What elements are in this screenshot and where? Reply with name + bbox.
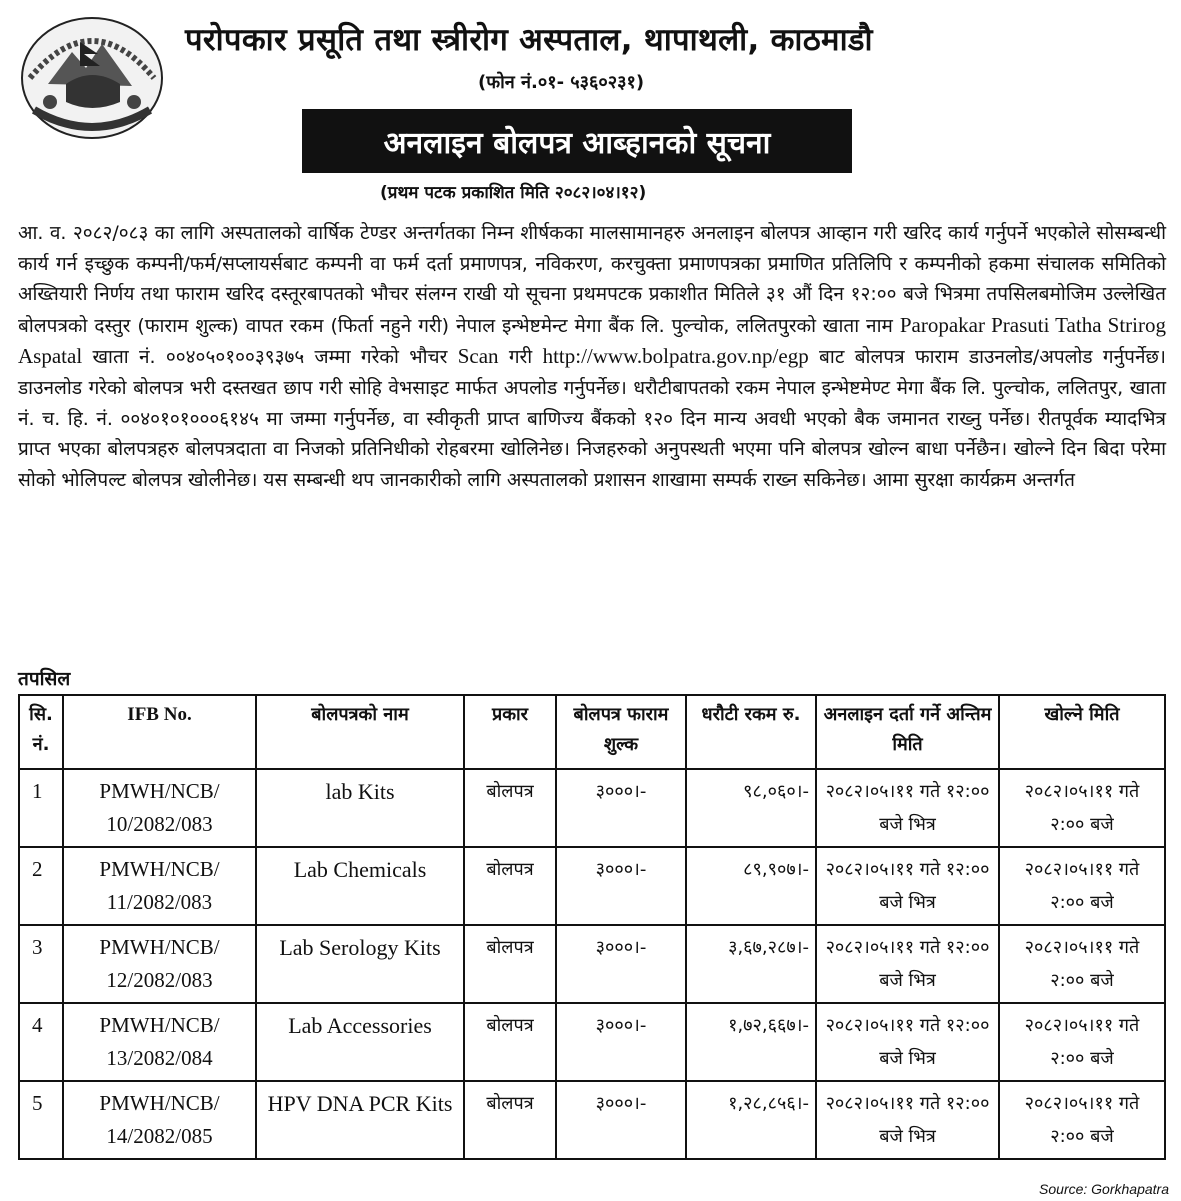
cell-ifb: PMWH/NCB/ 14/2082/085 <box>63 1081 256 1159</box>
cell-fee: ३०००।- <box>556 1081 686 1159</box>
notice-header <box>0 0 1181 203</box>
phone-number: (फोन नं.०१- ५३६०२३१) <box>478 72 645 93</box>
table-row <box>19 1081 1165 1159</box>
body-paragraph-2: खाता नं. ००४०५०१००३९३७५ जम्मा गरेको भौचर <box>92 346 448 369</box>
cell-sn: 4 <box>19 1003 63 1081</box>
cell-opening: २०८२।०५।११ गते २:०० बजे <box>999 847 1165 925</box>
notice-title: अनलाइन बोलपत्र आब्हानको सूचना <box>383 125 771 161</box>
cell-type: बोलपत्र <box>464 769 556 847</box>
schedule-label: तपसिल <box>18 668 71 690</box>
tender-table <box>18 694 1166 1160</box>
cell-deadline: २०८२।०५।११ गते १२:०० बजे भित्र <box>816 769 999 847</box>
body-paragraph-4: बाट बोलपत्र फाराम डाउनलोड/अपलोड गर्नुपर्नेछ। डाउनलोड गरेको बोलपत्र भरी दस्तखत छाप गरी सोहि वेभसाइट मार्फत अपलोड गर्नुपर्नेछ। धरौटीबापतको रकम नेपाल इन्भेष्टमेण्ट मेगा बैंक लि. पुल्चोक, ललितपुर, खाता नं. च. हि. नं. ००४०१०१०००६१४५ मा जम्मा गर्नुपर्नेछ, वा स्वीकृती प्राप्त बाणिज्य बैंकको १२० दिन मान्य अवधी भएको बैक जमानत राख्नु पर्नेछ। रीतपूर्वक म्यादभित्र प्राप्त भएका बोलपत्रहरु बोलपत्रदाता वा निजको प्रतिनिधीको रोहबरमा खोलिनेछ। निजहरुको अनुपस्थती भएमा पनि बोलपत्र खोल्न बाधा पर्नेछैन। खोल्ने दिन बिदा परेमा सोको भोलिपल्ट बोलपत्र खोलीनेछ। यस सम्बन्धी थप जानकारीको लागि अस्पतालको प्रशासन शाखामा सम्पर्क राख्न सकिनेछ। आमा सुरक्षा कार्यक्रम अन्तर्गत <box>18 346 1167 491</box>
cell-deposit: ३,६७,२८७।- <box>686 925 816 1003</box>
cell-name: Lab Serology Kits <box>256 925 464 1003</box>
cell-deadline: २०८२।०५।११ गते १२:०० बजे भित्र <box>816 1081 999 1159</box>
cell-opening: २०८२।०५।११ गते २:०० बजे <box>999 1081 1165 1159</box>
cell-type: बोलपत्र <box>464 1003 556 1081</box>
nepal-government-emblem <box>20 14 165 142</box>
table-row <box>19 1003 1165 1081</box>
cell-deposit: ८९,९०७।- <box>686 847 816 925</box>
cell-name: Lab Chemicals <box>256 847 464 925</box>
cell-fee: ३०००।- <box>556 769 686 847</box>
account-name: Paropakar Prasuti Tatha Strirog Aspatal <box>18 312 1166 369</box>
header-opening: खोल्ने मिति <box>999 695 1165 769</box>
cell-deposit: १,७२,६६७।- <box>686 1003 816 1081</box>
cell-ifb: PMWH/NCB/ 11/2082/083 <box>63 847 256 925</box>
header-name: बोलपत्रको नाम <box>256 695 464 769</box>
cell-opening: २०८२।०५।११ गते २:०० बजे <box>999 769 1165 847</box>
notice-body <box>18 218 1166 495</box>
table-row <box>19 847 1165 925</box>
cell-type: बोलपत्र <box>464 925 556 1003</box>
egp-url[interactable]: http://www.bolpatra.gov.np/egp <box>542 344 809 369</box>
publish-date: (प्रथम पटक प्रकाशित मिति २०८२।०४।१२) <box>380 183 647 203</box>
header-sn: सि. नं. <box>19 695 63 769</box>
table-row <box>19 769 1165 847</box>
cell-fee: ३०००।- <box>556 925 686 1003</box>
cell-opening: २०८२।०५।११ गते २:०० बजे <box>999 1003 1165 1081</box>
cell-type: बोलपत्र <box>464 1081 556 1159</box>
cell-deadline: २०८२।०५।११ गते १२:०० बजे भित्र <box>816 925 999 1003</box>
cell-deposit: १,२८,८५६।- <box>686 1081 816 1159</box>
cell-sn: 5 <box>19 1081 63 1159</box>
cell-name: lab Kits <box>256 769 464 847</box>
table-row <box>19 925 1165 1003</box>
cell-deadline: २०८२।०५।११ गते १२:०० बजे भित्र <box>816 847 999 925</box>
body-paragraph-3: गरी <box>508 346 533 369</box>
cell-sn: 1 <box>19 769 63 847</box>
cell-ifb: PMWH/NCB/ 12/2082/083 <box>63 925 256 1003</box>
scan-word: Scan <box>457 344 499 369</box>
body-paragraph-1: आ. व. २०८२/०८३ का लागि अस्पतालको वार्षिक टेण्डर अन्तर्गतका निम्न शीर्षकका मालसामानहरु अनलाइन बोलपत्र आव्हान गरी खरिद कार्य गर्नुपर्ने भएकोले सोसम्बन्धी कार्य गर्न इच्छुक कम्पनी/फर्म/सप्लायर्सबाट कम्पनी वा फर्म दर्ता प्रमाणपत्र, नविकरण, करचुक्ता प्रमाणपत्रका प्रमाणित प्रतिलिपि र कम्पनीको हकमा संचालक समितिको अख्तियारी निर्णय तथा फाराम खरिद दस्तूरबापतको भौचर संलग्न राखी यो सूचना प्रथमपटक प्रकाशीत मितिले ३१ औं दिन १२:०० बजे भित्रमा तपसिलबमोजिम उल्लेखित बोलपत्रको दस्तुर (फाराम शुल्क) वापत रकम (फिर्ता नहुने गरी) नेपाल इन्भेष्टमेन्ट मेगा बैंक लि. पुल्चोक, ललितपुरको खाता नाम <box>18 222 1166 337</box>
cell-fee: ३०००।- <box>556 847 686 925</box>
header-ifb: IFB No. <box>63 695 256 769</box>
header-deposit: धरौटी रकम रु. <box>686 695 816 769</box>
cell-ifb: PMWH/NCB/ 13/2082/084 <box>63 1003 256 1081</box>
cell-name: HPV DNA PCR Kits <box>256 1081 464 1159</box>
header-deadline: अनलाइन दर्ता गर्ने अन्तिम मिति <box>816 695 999 769</box>
cell-deposit: ९८,०६०।- <box>686 769 816 847</box>
cell-opening: २०८२।०५।११ गते २:०० बजे <box>999 925 1165 1003</box>
cell-name: Lab Accessories <box>256 1003 464 1081</box>
hospital-name: परोपकार प्रसूति तथा स्त्रीरोग अस्पताल, थापाथली, काठमाडौ <box>185 22 873 58</box>
cell-type: बोलपत्र <box>464 847 556 925</box>
notice-title-banner <box>302 109 852 173</box>
header-type: प्रकार <box>464 695 556 769</box>
cell-fee: ३०००।- <box>556 1003 686 1081</box>
table-header-row <box>19 695 1165 769</box>
cell-sn: 3 <box>19 925 63 1003</box>
cell-sn: 2 <box>19 847 63 925</box>
cell-ifb: PMWH/NCB/ 10/2082/083 <box>63 769 256 847</box>
header-fee: बोलपत्र फाराम शुल्क <box>556 695 686 769</box>
cell-deadline: २०८२।०५।११ गते १२:०० बजे भित्र <box>816 1003 999 1081</box>
source-credit: Source: Gorkhapatra <box>1039 1181 1169 1197</box>
